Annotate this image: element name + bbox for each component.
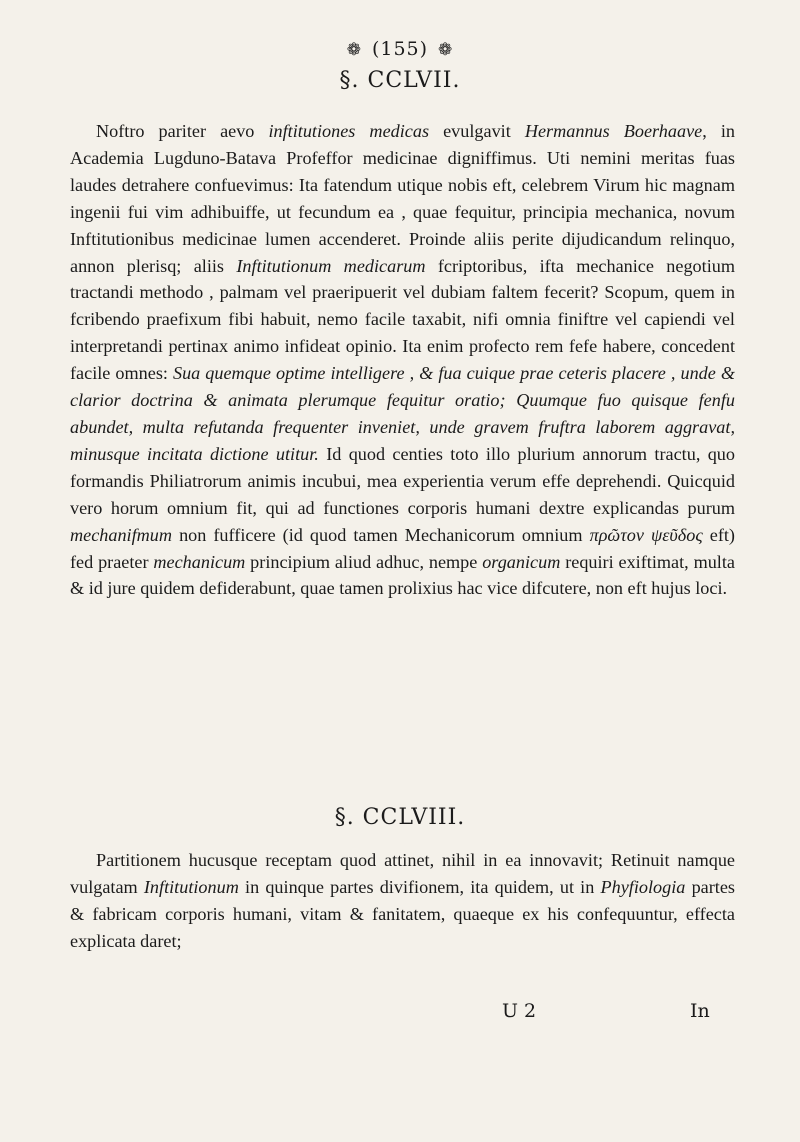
italic-text-run: organicum <box>482 551 561 572</box>
text-run: in quinque partes divifionem, ita quidem, ut in <box>238 876 601 897</box>
italic-text-run: Phyfiologia <box>600 876 686 897</box>
text-run: non fufficere (id quod tamen Mechanicorum omnium <box>172 524 590 545</box>
section-body-cclviii <box>70 847 735 955</box>
text-run: , in Academia Lugduno-Batava Profeffor medicinae digniffimus. Uti nemini meritas fuas laudes detrahere confuevimus: Ita fatendum utique nobis eft, celebrem Virum hic magnam ingenii fui vim adhibuiffe, ut fecundum ea , quae fequitur, principia mechanica, novum Inftitutionibus medicinae lumen accenderet. Proinde aliis perite dijudicandum relinquo, annon plerisq; aliis <box>70 121 735 276</box>
italic-text-run: Hermannus Boerhaave <box>524 121 703 141</box>
italic-text-run: mechanicum <box>153 551 246 572</box>
text-run: requiri exiftimat, multa & id jure quidem defiderabunt, quae tamen prolixius hac vice difcutere, non eft hujus loci. <box>70 551 735 599</box>
italic-text-run: inftitutiones medicas <box>268 121 430 141</box>
italic-text-run: Sua quemque optime intelligere , & fua cuique prae ceteris placere , unde & clarior doctrina & animata plerumque fequitur oratio; Quumque fuo quisque fenfu abundet, multa refutanda frequenter inveniet, unde gravem fruftra laborem aggravat, minusque incitata dictione utitur. <box>70 363 735 464</box>
italic-text-run: πρῶτον ψεῦδος <box>589 524 703 545</box>
page-footer <box>0 1000 800 1030</box>
text-run: evulgavit <box>429 121 525 141</box>
italic-text-run: mechanifmum <box>70 524 173 545</box>
signature-mark: U 2 <box>502 1000 537 1022</box>
section-body-cclvii <box>70 118 735 602</box>
text-run: Partitionem hucusque receptam quod attinet, nihil in ea innovavit; Retinuit namque vulgatam <box>70 850 735 897</box>
page-number: (155) <box>371 38 429 60</box>
catchword: In <box>690 1000 710 1022</box>
text-run: partes & fabricam corporis humani, vitam & fanitatem, quaeque ex his confequuntur, effecta explicata daret; <box>70 876 735 951</box>
text-run: fcriptoribus, ifta mechanice negotium tractandi methodo , palmam vel praeripuerit vel dubiam faltem fecerit? Scopum, quem in fcribendo praefixum fibi habuit, nemo facile taxabit, nifi omnia finiftre vel capiendi vel interpretandi pertinax animo infideat opinio. Ita enim profecto rem fefe habere, concedent facile omnes: <box>70 255 735 384</box>
text-run: principium aliud adhuc, nempe <box>245 551 483 572</box>
text-run: Id quod centies toto illo plurium annorum tractu, quo formandis Philiatrorum animis incubui, mea experientia verum effe deprehendi. Quicquid vero horum omnium fit, qui ad functiones corporis humani dextre explicandas purum <box>70 443 735 518</box>
italic-text-run: Inftitutionum medicarum <box>236 255 426 276</box>
italic-text-run: Inftitutionum <box>143 876 239 897</box>
page-header <box>0 38 800 60</box>
ornament-left-icon: ❁ <box>346 40 362 60</box>
text-run: Noftro pariter aevo <box>96 121 269 141</box>
section-title-cclviii: §. CCLVIII. <box>334 805 466 830</box>
section-title-cclvii: §. CCLVII. <box>339 68 461 93</box>
text-run: eft) fed praeter <box>70 524 735 572</box>
ornament-right-icon: ❁ <box>438 40 454 60</box>
